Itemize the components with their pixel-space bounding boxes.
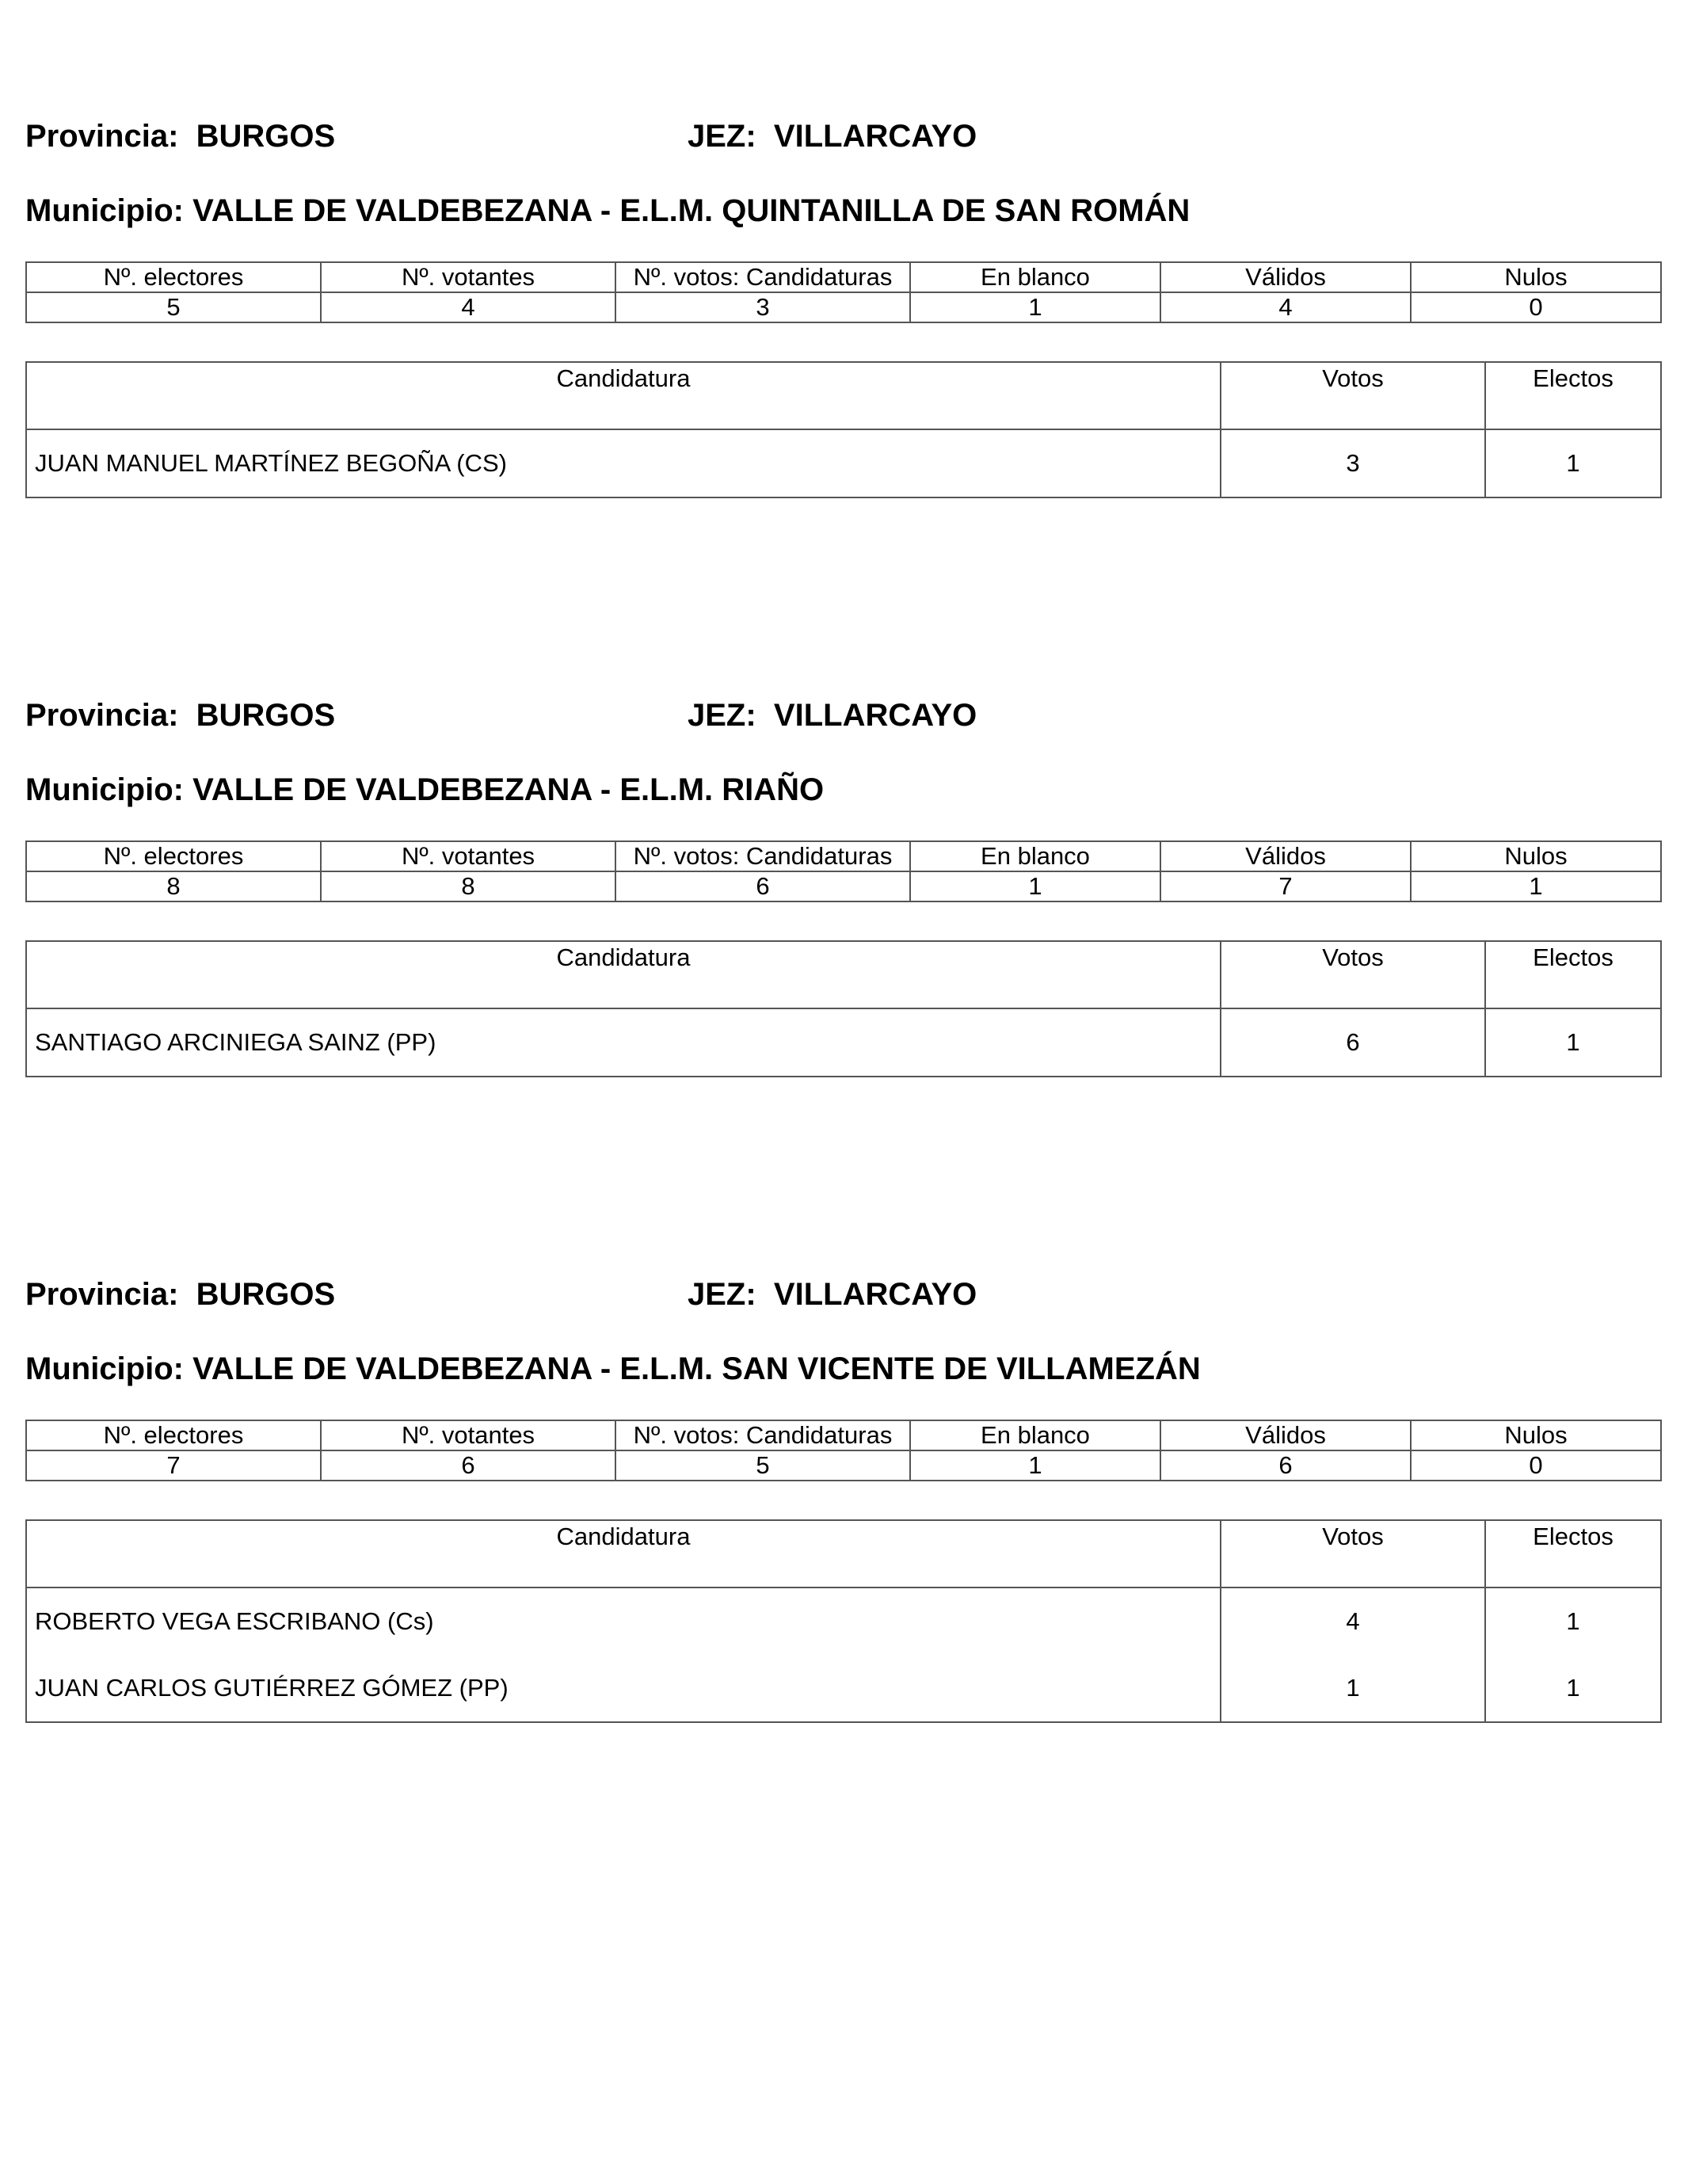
header-candidatura: Candidatura xyxy=(26,941,1221,1008)
stats-value-electores: 5 xyxy=(26,292,321,322)
candidate-votos: 6 xyxy=(1221,1008,1485,1077)
stats-value-votos-candidaturas: 5 xyxy=(615,1450,910,1481)
candidate-name: ROBERTO VEGA ESCRIBANO (Cs) xyxy=(26,1587,1221,1655)
stats-header-validos: Válidos xyxy=(1160,841,1411,871)
stats-value-votantes: 6 xyxy=(321,1450,615,1481)
municipio-value: VALLE DE VALDEBEZANA - E.L.M. QUINTANILLA DE SAN ROMÁN xyxy=(192,193,1191,228)
provincia-value: BURGOS xyxy=(196,119,336,154)
provincia-label: Provincia: xyxy=(25,698,179,733)
district-section-1 xyxy=(25,119,1660,498)
municipio-label: Municipio: xyxy=(25,193,184,228)
stats-value-en-blanco: 1 xyxy=(910,292,1160,322)
header-candidatura: Candidatura xyxy=(26,1520,1221,1587)
stats-value-nulos: 0 xyxy=(1411,1450,1661,1481)
municipio-label: Municipio: xyxy=(25,1351,184,1386)
municipio-line xyxy=(25,771,1660,809)
stats-header-electores: Nº. electores xyxy=(26,262,321,292)
stats-header-nulos: Nulos xyxy=(1411,262,1661,292)
stats-value-votantes: 8 xyxy=(321,871,615,901)
header-electos: Electos xyxy=(1485,1520,1661,1587)
stats-value-validos: 4 xyxy=(1160,292,1411,322)
candidate-row xyxy=(26,1008,1661,1077)
stats-table xyxy=(25,1420,1662,1481)
jez-value: VILLARCAYO xyxy=(773,119,977,154)
stats-table xyxy=(25,840,1662,902)
district-section-3 xyxy=(25,1277,1660,1723)
provincia-line xyxy=(25,1277,335,1312)
section-header xyxy=(25,698,1660,733)
candidates-header-row xyxy=(26,1520,1661,1587)
stats-value-votantes: 4 xyxy=(321,292,615,322)
stats-value-row xyxy=(26,871,1661,901)
stats-value-electores: 8 xyxy=(26,871,321,901)
stats-header-votantes: Nº. votantes xyxy=(321,262,615,292)
stats-value-row xyxy=(26,1450,1661,1481)
municipio-value: VALLE DE VALDEBEZANA - E.L.M. RIAÑO xyxy=(192,772,825,807)
stats-value-validos: 7 xyxy=(1160,871,1411,901)
section-header xyxy=(25,119,1660,154)
municipio-line xyxy=(25,192,1660,230)
stats-value-nulos: 1 xyxy=(1411,871,1661,901)
stats-header-en-blanco: En blanco xyxy=(910,841,1160,871)
jez-line xyxy=(688,119,977,154)
candidate-electos: 1 xyxy=(1485,1655,1661,1722)
stats-value-electores: 7 xyxy=(26,1450,321,1481)
header-electos: Electos xyxy=(1485,362,1661,429)
stats-header-en-blanco: En blanco xyxy=(910,1420,1160,1450)
candidate-name: JUAN MANUEL MARTÍNEZ BEGOÑA (CS) xyxy=(26,429,1221,497)
jez-line xyxy=(688,1277,977,1312)
stats-table xyxy=(25,261,1662,323)
candidates-table xyxy=(25,940,1662,1077)
stats-value-en-blanco: 1 xyxy=(910,1450,1160,1481)
provincia-label: Provincia: xyxy=(25,119,179,154)
stats-value-row xyxy=(26,292,1661,322)
section-header xyxy=(25,1277,1660,1312)
stats-header-electores: Nº. electores xyxy=(26,1420,321,1450)
jez-label: JEZ: xyxy=(688,698,756,733)
stats-header-validos: Válidos xyxy=(1160,1420,1411,1450)
candidate-electos: 1 xyxy=(1485,1008,1661,1077)
stats-value-validos: 6 xyxy=(1160,1450,1411,1481)
jez-label: JEZ: xyxy=(688,119,756,154)
header-electos: Electos xyxy=(1485,941,1661,1008)
candidate-electos: 1 xyxy=(1485,429,1661,497)
candidate-row xyxy=(26,1655,1661,1722)
stats-value-votos-candidaturas: 3 xyxy=(615,292,910,322)
candidates-header-row xyxy=(26,362,1661,429)
stats-value-nulos: 0 xyxy=(1411,292,1661,322)
candidate-row xyxy=(26,1587,1661,1655)
jez-line xyxy=(688,698,977,733)
jez-value: VILLARCAYO xyxy=(773,698,977,733)
municipio-label: Municipio: xyxy=(25,772,184,807)
candidate-votos: 4 xyxy=(1221,1587,1485,1655)
municipio-line xyxy=(25,1350,1660,1388)
header-candidatura: Candidatura xyxy=(26,362,1221,429)
stats-header-votos-candidaturas: Nº. votos: Candidaturas xyxy=(615,841,910,871)
provincia-value: BURGOS xyxy=(196,698,336,733)
candidate-name: JUAN CARLOS GUTIÉRREZ GÓMEZ (PP) xyxy=(26,1655,1221,1722)
stats-header-votos-candidaturas: Nº. votos: Candidaturas xyxy=(615,1420,910,1450)
header-votos: Votos xyxy=(1221,1520,1485,1587)
candidate-name: SANTIAGO ARCINIEGA SAINZ (PP) xyxy=(26,1008,1221,1077)
header-votos: Votos xyxy=(1221,362,1485,429)
stats-header-votantes: Nº. votantes xyxy=(321,841,615,871)
stats-header-row xyxy=(26,841,1661,871)
jez-label: JEZ: xyxy=(688,1277,756,1312)
candidate-votos: 1 xyxy=(1221,1655,1485,1722)
stats-header-electores: Nº. electores xyxy=(26,841,321,871)
stats-header-en-blanco: En blanco xyxy=(910,262,1160,292)
municipio-value: VALLE DE VALDEBEZANA - E.L.M. SAN VICENTE DE VILLAMEZÁN xyxy=(192,1351,1201,1386)
provincia-line xyxy=(25,119,335,154)
candidates-header-row xyxy=(26,941,1661,1008)
candidates-table xyxy=(25,1519,1662,1723)
candidate-votos: 3 xyxy=(1221,429,1485,497)
stats-value-votos-candidaturas: 6 xyxy=(615,871,910,901)
candidate-row xyxy=(26,429,1661,497)
candidate-electos: 1 xyxy=(1485,1587,1661,1655)
candidates-table xyxy=(25,361,1662,498)
provincia-label: Provincia: xyxy=(25,1277,179,1312)
stats-header-row xyxy=(26,1420,1661,1450)
jez-value: VILLARCAYO xyxy=(773,1277,977,1312)
district-section-2 xyxy=(25,698,1660,1077)
header-votos: Votos xyxy=(1221,941,1485,1008)
stats-value-en-blanco: 1 xyxy=(910,871,1160,901)
stats-header-votantes: Nº. votantes xyxy=(321,1420,615,1450)
provincia-line xyxy=(25,698,335,733)
stats-header-votos-candidaturas: Nº. votos: Candidaturas xyxy=(615,262,910,292)
stats-header-nulos: Nulos xyxy=(1411,1420,1661,1450)
stats-header-nulos: Nulos xyxy=(1411,841,1661,871)
provincia-value: BURGOS xyxy=(196,1277,336,1312)
stats-header-validos: Válidos xyxy=(1160,262,1411,292)
stats-header-row xyxy=(26,262,1661,292)
